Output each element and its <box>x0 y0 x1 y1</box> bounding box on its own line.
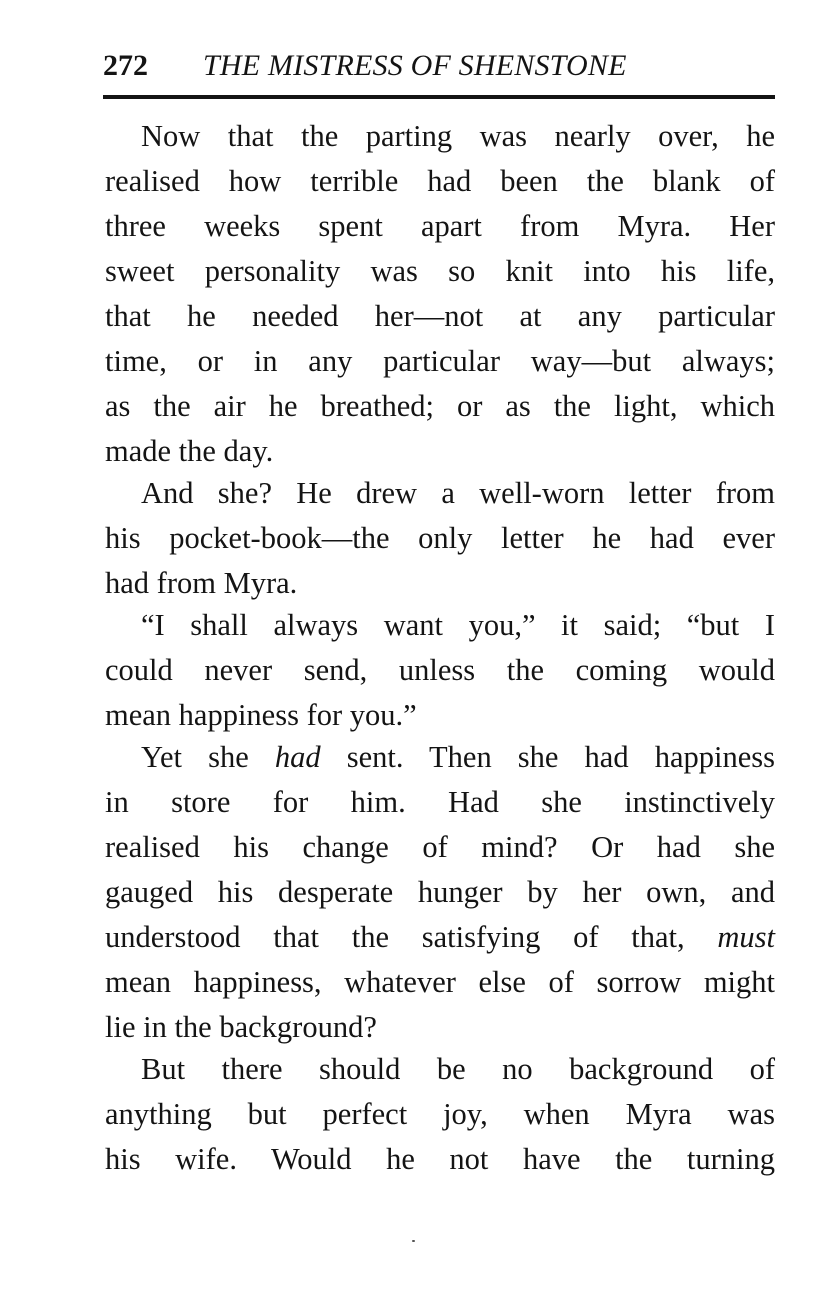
paragraph-5 <box>105 1047 775 1182</box>
paragraph-2 <box>105 471 775 606</box>
text-line: had from Myra. <box>105 566 298 600</box>
paragraph-4 <box>105 735 775 1050</box>
text-line <box>105 915 775 960</box>
text-line: time, or in any particular way—but always; <box>105 344 775 378</box>
text-line: three weeks spent apart from Myra. Her <box>105 209 775 243</box>
text-line: realised his change of mind? Or had she <box>105 830 775 864</box>
text-line: mean happiness for you.” <box>105 698 417 732</box>
text-line: his pocket-book—the only letter he had ever <box>105 521 775 555</box>
text-line: made the day. <box>105 434 274 468</box>
text-line: that he needed her—not at any particular <box>105 299 775 333</box>
text-run: sent. Then she had happiness <box>320 740 775 774</box>
text-line: mean happiness, whatever else of sorrow might <box>105 965 775 999</box>
paragraph-1 <box>105 114 775 474</box>
page-header <box>103 44 775 88</box>
text-line: gauged his desperate hunger by her own, and <box>105 875 775 909</box>
text-line: his wife. Would he not have the turning <box>105 1142 775 1176</box>
text-line: “I shall always want you,” it said; “but I <box>141 608 775 642</box>
print-speck <box>412 1240 415 1242</box>
text-run: Yet she <box>141 740 275 774</box>
text-line: anything but perfect joy, when Myra was <box>105 1097 775 1131</box>
text-line: sweet personality was so knit into his life, <box>105 254 775 288</box>
emphasis: must <box>717 920 775 954</box>
paragraph-3 <box>105 603 775 738</box>
text-line: realised how terrible had been the blank of <box>105 164 775 198</box>
text-line: Now that the parting was nearly over, he <box>141 119 775 153</box>
body-text <box>105 114 775 1179</box>
text-line: lie in the background? <box>105 1010 377 1044</box>
text-line: But there should be no background of <box>141 1052 775 1086</box>
text-line <box>105 735 775 780</box>
emphasis: had <box>274 740 321 774</box>
running-title: THE MISTRESS OF SHENSTONE <box>203 49 627 82</box>
text-line: could never send, unless the coming would <box>105 653 775 687</box>
header-rule <box>103 95 775 99</box>
text-line: And she? He drew a well-worn letter from <box>141 476 775 510</box>
text-line: in store for him. Had she instinctively <box>105 785 775 819</box>
text-line: as the air he breathed; or as the light, which <box>105 389 775 423</box>
text-run: understood that the satisfying of that, <box>105 920 718 954</box>
page-number: 272 <box>103 49 148 82</box>
